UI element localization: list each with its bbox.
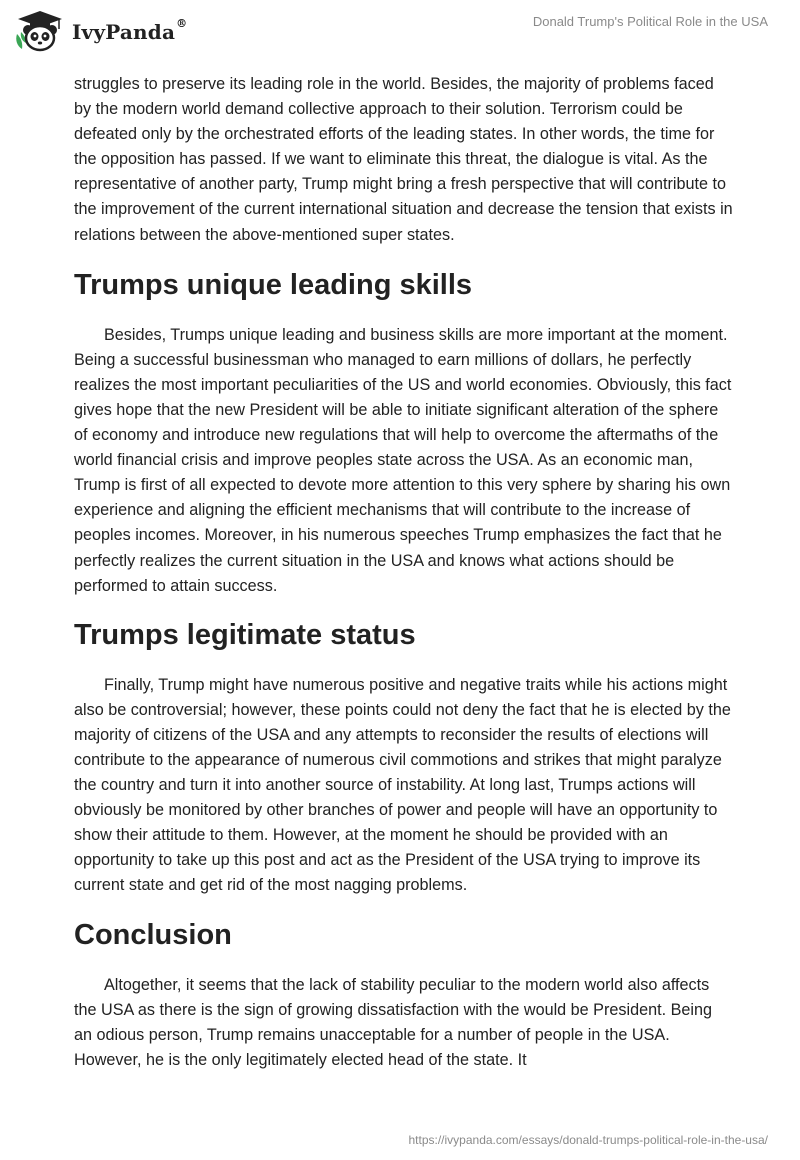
section-heading: Trumps unique leading skills [74,268,473,301]
section-heading: Trumps legitimate status [74,618,416,651]
source-url[interactable]: https://ivypanda.com/essays/donald-trumps-political-role-in-the-usa/ [408,1133,768,1147]
ivypanda-logo[interactable] [14,8,187,52]
conclusion-paragraph: Altogether, it seems that the lack of stability peculiar to the modern world also affects the USA as there is the sign of growing dissatisfaction with the would be President. Being an odious person, Trump remains unacceptable for a number of people in the USA. However, he is the only legitimately elected head of the state. It [74,975,712,1069]
page-header [0,0,800,66]
panda-graduation-cap-icon [14,8,66,52]
essay-content [74,72,734,1073]
section-paragraph: Besides, Trumps unique leading and business skills are more important at the moment. Being a successful businessman who managed to earn millions of dollars, he perfectly realizes the most important peculiarities of the US and world economies. Obviously, this fact gives hope that the new President will be able to initiate significant alteration of the sphere of economy and introduce new regulations that will help to overcome the aftermaths of the world financial crisis and improve peoples state across the USA. As an economic man, Trump is first of all expected to devote more attention to this very sphere by sharing his own experience and aligning the efficient mechanisms that will contribute to the increase of peoples incomes. Moreover, in his numerous speeches Trump emphasizes the fact that he perfectly realizes the current situation in the USA and knows what actions should be performed to attain success. [74,325,732,595]
logo-text: IvyPanda® [72,17,188,44]
document-title: Donald Trump's Political Role in the USA [532,14,768,29]
conclusion-heading: Conclusion [74,918,232,951]
intro-paragraph: struggles to preserve its leading role in the world. Besides, the majority of problems faced by the modern world demand collective approach to their solution. Terrorism could be defeated only by the orchestrated efforts of the leading states. In other words, the time for the opposition has passed. If we want to eliminate this threat, the dialogue is vital. As the representative of another party, Trump might bring a fresh perspective that will contribute to the improvement of the current international situation and decrease the tension that exists in relations between the above-mentioned super states. [74,75,733,244]
registered-mark: ® [176,17,188,30]
section-paragraph: Finally, Trump might have numerous positive and negative traits while his actions might also be controversial; however, these points could not deny the fact that he is elected by the majority of citizens of the USA and any attempts to reconsider the results of elections will contribute to the appearance of numerous civil commotions and strikes that might paralyze the country and turn it into another source of instability. At long last, Trumps actions will obviously be monitored by other branches of power and people will have an opportunity to show their attitude to them. However, at the moment he should be provided with an opportunity to take up this post and act as the President of the USA trying to improve its current state and get rid of the most nagging problems. [74,675,731,895]
